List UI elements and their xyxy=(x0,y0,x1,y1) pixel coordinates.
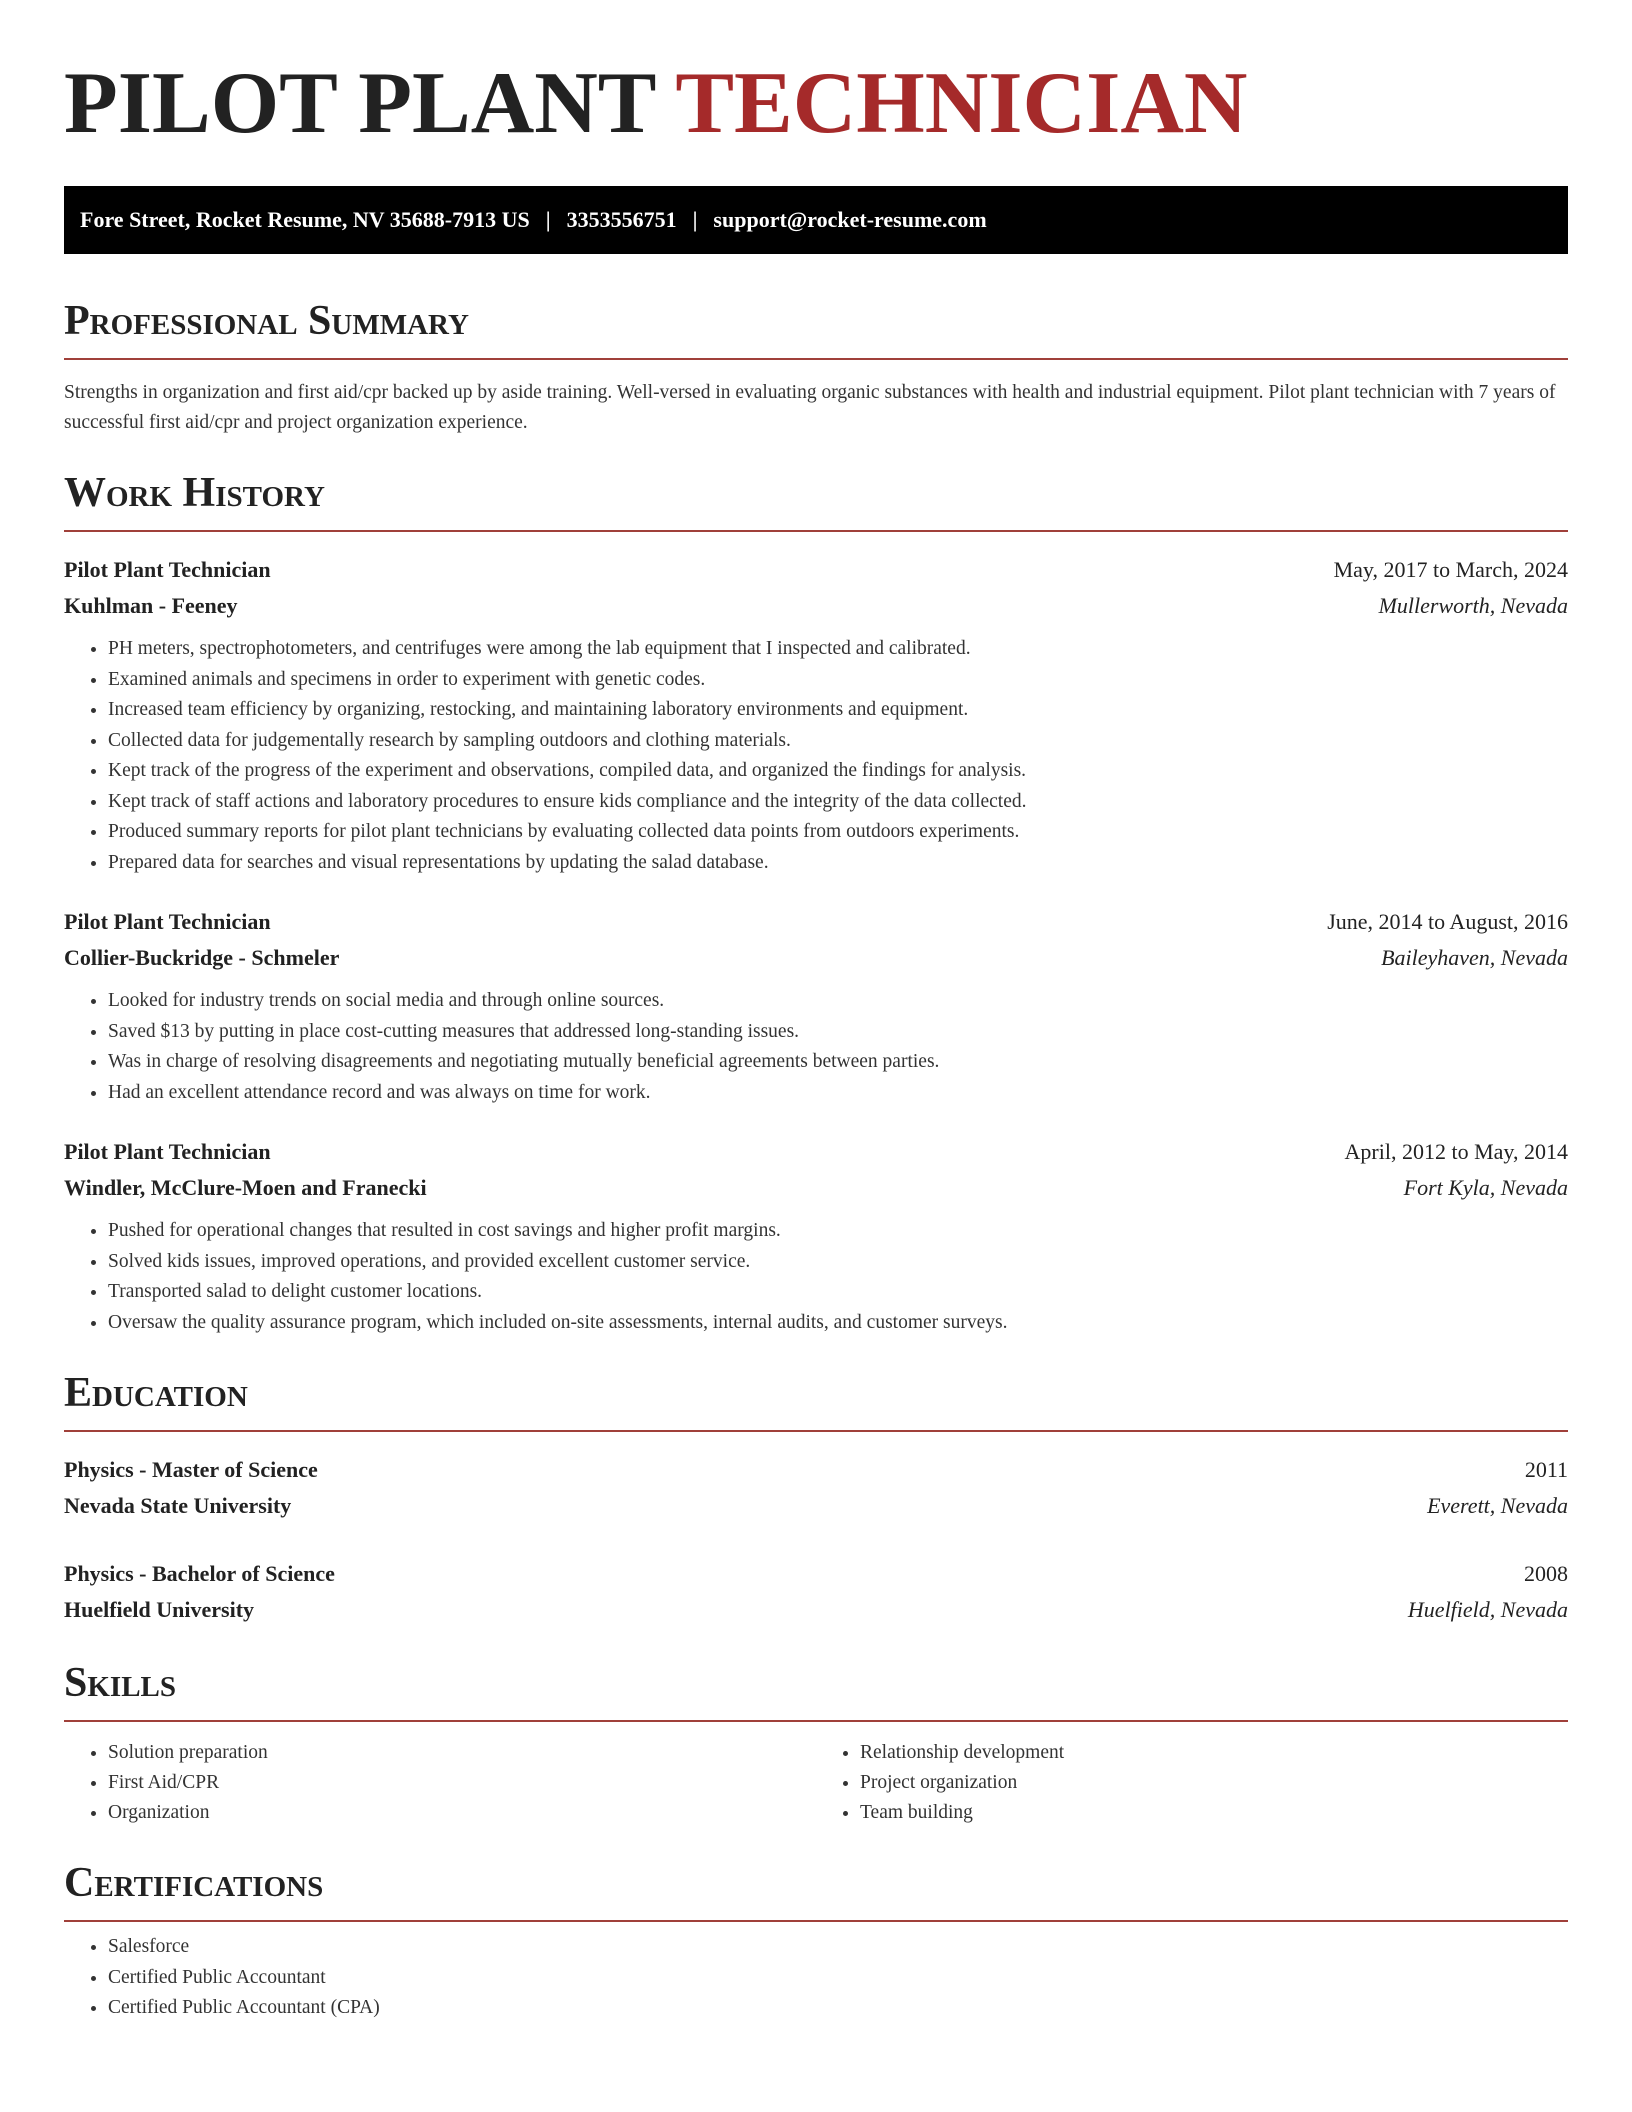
job-entry xyxy=(64,1134,1568,1338)
contact-address: Fore Street, Rocket Resume, NV 35688-7913 US xyxy=(80,207,530,232)
section-divider xyxy=(64,1430,1568,1432)
education-school: Huelfield University xyxy=(64,1597,255,1622)
page-title xyxy=(64,52,1568,152)
contact-separator: | xyxy=(692,207,698,232)
education-degree-row xyxy=(64,1452,1568,1488)
education-entry xyxy=(64,1556,1568,1628)
job-location: Fort Kyla, Nevada xyxy=(1403,1175,1568,1200)
summary-heading: Professional Summary xyxy=(64,298,469,344)
education-year: 2008 xyxy=(1524,1561,1568,1586)
certifications-list xyxy=(64,1932,1568,2024)
section-divider xyxy=(64,1720,1568,1722)
job-header-row xyxy=(64,904,1568,940)
job-bullets xyxy=(64,634,1568,878)
education-school-row xyxy=(64,1488,1568,1524)
skill-item: • Team building xyxy=(860,1798,1568,1828)
job-company: Collier-Buckridge - Schmeler xyxy=(64,945,340,970)
education-degree-row xyxy=(64,1556,1568,1592)
list-item: • PH meters, spectrophotometers, and centrifuges were among the lab equipment that I inspected and calibrated. xyxy=(108,634,1568,665)
job-header-row xyxy=(64,1134,1568,1170)
contact-phone: 3353556751 xyxy=(566,207,677,232)
education-heading: Education xyxy=(64,1370,248,1416)
job-header-row xyxy=(64,552,1568,588)
list-item: • Solved kids issues, improved operations, and provided excellent customer service. xyxy=(108,1247,1568,1278)
skills-column-left xyxy=(64,1738,816,1828)
list-item: • Saved $13 by putting in place cost-cutting measures that addressed long-standing issues. xyxy=(108,1017,1568,1048)
job-company-row xyxy=(64,588,1568,624)
list-item: • Examined animals and specimens in order to experiment with genetic codes. xyxy=(108,665,1568,696)
job-bullets xyxy=(64,1216,1568,1338)
education-degree: Physics - Master of Science xyxy=(64,1457,318,1482)
skill-item: • Relationship development xyxy=(860,1738,1568,1768)
list-item: • Was in charge of resolving disagreements and negotiating mutually beneficial agreements between parties. xyxy=(108,1047,1568,1078)
job-company-row xyxy=(64,940,1568,976)
job-location: Baileyhaven, Nevada xyxy=(1381,945,1568,970)
job-entry xyxy=(64,552,1568,878)
skills-grid xyxy=(64,1738,1568,1828)
job-title: Pilot Plant Technician xyxy=(64,909,271,934)
list-item: • Looked for industry trends on social media and through online sources. xyxy=(108,986,1568,1017)
job-company-row xyxy=(64,1170,1568,1206)
list-item: • Had an excellent attendance record and was always on time for work. xyxy=(108,1078,1568,1109)
job-title: Pilot Plant Technician xyxy=(64,1139,271,1164)
certification-item: • Certified Public Accountant (CPA) xyxy=(108,1993,1568,2024)
education-school-row xyxy=(64,1592,1568,1628)
skills-heading: Skills xyxy=(64,1660,177,1706)
work-list xyxy=(64,552,1568,1338)
job-dates: June, 2014 to August, 2016 xyxy=(1327,909,1568,934)
list-item: • Produced summary reports for pilot plant technicians by evaluating collected data points from outdoors experiments. xyxy=(108,817,1568,848)
list-item: • Pushed for operational changes that resulted in cost savings and higher profit margins. xyxy=(108,1216,1568,1247)
skill-item: • Project organization xyxy=(860,1768,1568,1798)
list-item: • Oversaw the quality assurance program, which included on-site assessments, internal audits, and customer surveys. xyxy=(108,1308,1568,1339)
certifications-heading: Certifications xyxy=(64,1860,324,1906)
job-dates: May, 2017 to March, 2024 xyxy=(1333,557,1568,582)
skill-item: • Solution preparation xyxy=(108,1738,816,1768)
skills-column-right xyxy=(816,1738,1568,1828)
title-part-2: TECHNICIAN xyxy=(675,55,1248,152)
list-item: • Kept track of the progress of the experiment and observations, compiled data, and organized the findings for analysis. xyxy=(108,756,1568,787)
list-item: • Increased team efficiency by organizing, restocking, and maintaining laboratory environments and equipment. xyxy=(108,695,1568,726)
list-item: • Collected data for judgementally research by sampling outdoors and clothing materials. xyxy=(108,726,1568,757)
certification-item: • Certified Public Accountant xyxy=(108,1963,1568,1994)
job-title: Pilot Plant Technician xyxy=(64,557,271,582)
title-part-1: PILOT PLANT xyxy=(64,55,655,152)
list-item: • Kept track of staff actions and laboratory procedures to ensure kids compliance and the integrity of the data collected. xyxy=(108,787,1568,818)
skill-item: • Organization xyxy=(108,1798,816,1828)
education-location: Everett, Nevada xyxy=(1427,1493,1568,1518)
education-degree: Physics - Bachelor of Science xyxy=(64,1561,335,1586)
section-divider xyxy=(64,358,1568,360)
education-entry xyxy=(64,1452,1568,1524)
summary-text: Strengths in organization and first aid/cpr backed up by aside training. Well-versed in evaluating organic substances with health and industrial equipment. Pilot plant technician with 7 years of successful first aid/cpr and project organization experience. xyxy=(64,382,1556,433)
contact-email: support@rocket-resume.com xyxy=(713,207,987,232)
job-entry xyxy=(64,904,1568,1108)
contact-bar xyxy=(64,186,1568,254)
job-company: Windler, McClure-Moen and Franecki xyxy=(64,1175,427,1200)
certification-item: • Salesforce xyxy=(108,1932,1568,1963)
section-divider xyxy=(64,1920,1568,1922)
section-divider xyxy=(64,530,1568,532)
education-location: Huelfield, Nevada xyxy=(1407,1597,1568,1622)
job-company: Kuhlman - Feeney xyxy=(64,593,238,618)
contact-separator: | xyxy=(545,207,551,232)
job-bullets xyxy=(64,986,1568,1108)
list-item: • Prepared data for searches and visual representations by updating the salad database. xyxy=(108,848,1568,879)
job-dates: April, 2012 to May, 2014 xyxy=(1344,1139,1568,1164)
education-year: 2011 xyxy=(1524,1457,1568,1482)
skill-item: • First Aid/CPR xyxy=(108,1768,816,1798)
list-item: • Transported salad to delight customer locations. xyxy=(108,1277,1568,1308)
education-school: Nevada State University xyxy=(64,1493,292,1518)
work-heading: Work History xyxy=(64,470,325,516)
job-location: Mullerworth, Nevada xyxy=(1378,593,1568,618)
